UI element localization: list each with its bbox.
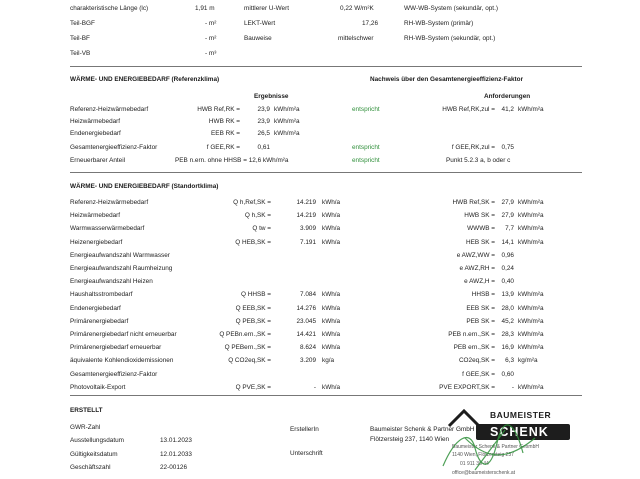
std-row-req-value: - — [511, 383, 514, 391]
ref-row-req-symbol: HWB Ref,RK,zul = — [442, 106, 495, 113]
std-row-label: Heizwärmebedarf — [70, 212, 121, 220]
unterschrift-label: Unterschrift — [290, 450, 323, 457]
std-row-req-value: 27,9 — [501, 199, 514, 206]
std-row-unit: kWh/a — [322, 344, 341, 352]
erstellerin-name: Baumeister Schenk & Partner GmbH — [370, 426, 475, 433]
divider — [70, 395, 582, 396]
ww-wb-sek-label: WW-WB-System (sekundär, opt.) — [404, 5, 498, 12]
divider — [70, 66, 582, 67]
ref-row-label: Referenz-Heizwärmebedarf — [70, 106, 149, 113]
gueltigkeitsdatum-value: 12.01.2033 — [160, 451, 192, 458]
lek-value: 17,26 — [362, 20, 378, 27]
char-length-value: 1,91 m — [195, 5, 215, 12]
erstellerin-label: ErstellerIn — [290, 426, 319, 433]
std-row-req-symbol: WWWB = — [467, 225, 495, 233]
std-row-req-unit: kWh/m²a — [518, 212, 544, 220]
stamp-line: 1140 Wien, Flötzersteig 237 — [452, 452, 514, 458]
std-row-req-unit: kWh/m²a — [518, 383, 544, 391]
ausstellungsdatum-value: 13.01.2023 — [160, 437, 192, 444]
std-row-unit: kWh/a — [322, 199, 341, 206]
std-row-req-symbol: HEB SK = — [466, 238, 495, 246]
ref-row-req-unit: kWh/m²a — [518, 106, 544, 113]
std-row-symbol: Q PEBn.ern.,SK = — [219, 331, 271, 338]
std-row-value: 3.909 — [300, 225, 316, 233]
std-row-value: 14.421 — [296, 331, 316, 338]
gwr-label: GWR-Zahl — [70, 424, 101, 431]
teil-bgf-value: - m² — [205, 20, 217, 27]
bauweise-value: mittelschwer — [338, 35, 374, 42]
std-row-req-value: 13,9 — [501, 291, 514, 299]
std-row-req-value: 14,1 — [501, 238, 514, 246]
erstellt-title: ERSTELLT — [70, 407, 103, 414]
ref-row-unit: kWh/m²a — [274, 106, 300, 113]
std-row-symbol: Q CO2eq,SK = — [228, 357, 271, 365]
std-row-label: Energieaufwandszahl Warmwasser — [70, 251, 170, 259]
logo-top-text: BAUMEISTER — [490, 410, 552, 420]
std-row-req-unit: kWh/m²a — [518, 225, 544, 233]
std-row-req-symbol: e AWZ,H = — [464, 278, 495, 286]
ref-row-req-symbol: f GEE,RK,zul = — [451, 144, 495, 151]
ref-row-symbol: f GEE,RK = — [206, 144, 240, 151]
ref-row-value: 0,61 — [257, 144, 270, 151]
std-row-req-value: 45,2 — [501, 317, 514, 325]
ausstellungsdatum-label: Ausstellungsdatum — [70, 437, 124, 444]
divider — [70, 172, 582, 173]
std-row-req-value: 28,3 — [501, 331, 514, 338]
std-row-req-symbol: e AWZ,RH = — [459, 265, 495, 272]
std-row-value: 14.276 — [296, 304, 316, 312]
std-row-req-unit: kWh/m²a — [518, 199, 544, 206]
std-row-unit: kWh/a — [322, 291, 341, 299]
std-row-req-value: 27,9 — [501, 212, 514, 220]
std-row-unit: kWh/a — [322, 383, 341, 391]
std-row-value: 23.045 — [296, 317, 316, 325]
anforderungen-header: Anforderungen — [484, 93, 531, 100]
std-row-unit: kg/a — [322, 357, 335, 365]
ref-row-label: Heizwärmebedarf — [70, 118, 121, 125]
std-row-req-symbol: PEB ern.,SK = — [453, 344, 495, 352]
rh-wb-sek-label: RH-WB-System (sekundär, opt.) — [404, 35, 496, 42]
erstellerin-address: Flötzersteig 237, 1140 Wien — [370, 436, 450, 443]
bauweise-label: Bauweise — [244, 35, 272, 42]
ref-row-label: Endenergiebedarf — [70, 130, 121, 137]
geschaeftszahl-value: 22-00126 — [160, 464, 188, 471]
std-row-symbol: Q PEBern.,SK = — [224, 344, 271, 352]
u-value-value: 0,22 W/m²K — [340, 5, 374, 12]
std-row-label: Endenergiebedarf — [70, 304, 121, 312]
std-row-req-unit: kWh/m²a — [518, 291, 544, 299]
std-row-label: Haushaltsstrombedarf — [70, 291, 133, 299]
teil-bf-label: Teil-BF — [70, 35, 90, 42]
std-row-label: Photovoltaik-Export — [70, 383, 126, 391]
std-row-label: Referenz-Heizwärmebedarf — [70, 199, 149, 206]
ergebnisse-header: Ergebnisse — [254, 93, 289, 100]
std-row-req-unit: kWh/m²a — [518, 317, 544, 325]
std-row-value: 7.084 — [300, 291, 316, 299]
lek-label: LEKT-Wert — [244, 20, 276, 27]
std-row-label: Energieaufwandszahl Heizen — [70, 278, 153, 286]
std-row-req-unit: kWh/m²a — [518, 238, 544, 246]
std-row-symbol: Q tw = — [252, 225, 271, 233]
std-row-req-value: 0,40 — [501, 278, 514, 286]
std-row-value: 14.219 — [296, 212, 316, 220]
ref-row-value: 23,9 — [257, 106, 270, 113]
std-row-req-unit: kWh/m²a — [518, 344, 544, 352]
stamp-line: office@baumeisterschenk.at — [452, 470, 516, 476]
std-row-req-unit: kWh/m²a — [518, 331, 544, 338]
char-length-label: charakteristische Länge (lc) — [70, 5, 149, 12]
std-row-value: 7.191 — [300, 238, 316, 246]
std-row-req-symbol: CO2eq,SK = — [458, 357, 495, 365]
std-row-req-symbol: PEB n.ern.,SK = — [448, 331, 495, 338]
std-row-label: äquivalente Kohlendioxidemissionen — [70, 357, 174, 365]
std-row-unit: kWh/a — [322, 331, 341, 338]
std-row-req-value: 0,96 — [501, 251, 514, 259]
std-row-value: 3.209 — [300, 357, 316, 365]
teil-bgf-label: Teil-BGF — [70, 20, 95, 27]
std-row-label: Heizenergiebedarf — [70, 238, 123, 246]
ref-row-label: Gesamtenergieeffizienz-Faktor — [70, 144, 158, 151]
gueltigkeitsdatum-label: Gültigkeitsdatum — [70, 451, 118, 458]
std-row-unit: kWh/a — [322, 238, 341, 246]
ref-row-status: entspricht — [352, 144, 380, 151]
std-row-req-value: 6,3 — [505, 357, 514, 365]
std-row-req-value: 16,9 — [501, 344, 514, 352]
ref-row-value: 26,5 — [257, 130, 270, 137]
ref-row-status: entspricht — [352, 106, 380, 113]
std-row-unit: kWh/a — [322, 317, 341, 325]
teil-bf-value: - m² — [205, 35, 217, 42]
std-row-label: Warmwasserwärmebedarf — [70, 225, 145, 233]
std-title: WÄRME- UND ENERGIEBEDARF (Standortklima) — [70, 183, 219, 190]
ref-row-req-value: Punkt 5.2.3 a, b oder c — [446, 157, 511, 164]
ref-title: WÄRME- UND ENERGIEBEDARF (Referenzklima) — [70, 76, 220, 83]
std-row-symbol: Q h,Ref,SK = — [233, 199, 271, 206]
std-row-symbol: Q HHSB = — [240, 291, 271, 299]
ref-row-req-value: 0,75 — [501, 144, 514, 151]
std-row-req-unit: kg/m²a — [518, 357, 538, 365]
std-row-symbol: Q PVE,SK = — [235, 383, 271, 391]
logo-main-text: SCHENK — [490, 425, 549, 439]
std-row-req-symbol: HWB Ref,SK = — [452, 199, 495, 206]
std-row-label: Primärenergiebedarf nicht erneuerbar — [70, 331, 177, 338]
std-row-symbol: Q EEB,SK = — [235, 304, 271, 312]
ref-row-symbol: PEB n.ern. ohne HHSB = 12,6 kWh/m²a — [175, 157, 289, 164]
std-row-req-value: 28,0 — [501, 304, 514, 312]
std-row-symbol: Q PEB,SK = — [235, 317, 271, 325]
std-row-symbol: Q HEB,SK = — [235, 238, 271, 246]
std-row-unit: kWh/a — [322, 225, 341, 233]
ref-row-symbol: HWB Ref,RK = — [197, 106, 240, 113]
std-row-label: Gesamtenergieeffizienz-Faktor — [70, 370, 158, 378]
std-row-label: Primärenergiebedarf erneuerbar — [70, 344, 162, 352]
ref-right-title: Nachweis über den Gesamtenergieeffizienz-Faktor — [370, 76, 524, 83]
std-row-req-symbol: EEB SK = — [466, 304, 495, 312]
std-row-value: - — [313, 383, 316, 391]
std-row-req-value: 0,60 — [501, 370, 514, 378]
std-row-unit: kWh/a — [322, 304, 341, 312]
std-row-unit: kWh/a — [322, 212, 341, 220]
ref-row-status: entspricht — [352, 157, 380, 164]
rh-wb-prim-label: RH-WB-System (primär) — [404, 20, 474, 27]
ref-row-unit: kWh/m²a — [274, 130, 300, 137]
ref-row-unit: kWh/m²a — [274, 118, 300, 125]
std-row-req-symbol: HHSB = — [471, 291, 495, 299]
std-row-req-value: 0,24 — [501, 265, 514, 272]
std-row-value: 8.624 — [300, 344, 316, 352]
std-row-label: Energieaufwandszahl Raumheizung — [70, 265, 173, 272]
std-row-req-symbol: PEB SK = — [466, 317, 495, 325]
signature-icon — [435, 418, 555, 476]
std-row-label: Primärenergiebedarf — [70, 317, 129, 325]
ref-row-value: 23,9 — [257, 118, 270, 125]
stamp-line: Baumeister Schenk & Partner GesmbH — [452, 444, 539, 450]
ref-row-label: Erneuerbarer Anteil — [70, 157, 126, 164]
std-row-req-symbol: f GEE,SK = — [462, 370, 495, 378]
std-row-symbol: Q h,SK = — [244, 212, 271, 220]
ref-row-symbol: HWB RK = — [208, 118, 240, 125]
std-row-req-symbol: e AWZ,WW = — [456, 251, 495, 259]
ref-row-symbol: EEB RK = — [211, 130, 240, 137]
stamp-line: 01 911 36 44 — [460, 461, 489, 467]
std-row-value: 14.219 — [296, 199, 316, 206]
teil-vb-label: Teil-VB — [70, 50, 91, 57]
ref-row-req-value: 41,2 — [501, 106, 514, 113]
teil-vb-value: - m³ — [205, 50, 217, 57]
u-value-label: mittlerer U-Wert — [244, 5, 289, 12]
std-row-req-symbol: HWB SK = — [464, 212, 495, 220]
std-row-req-unit: kWh/m²a — [518, 304, 544, 312]
geschaeftszahl-label: Geschäftszahl — [70, 464, 111, 471]
std-row-req-symbol: PVE EXPORT,SK = — [439, 383, 495, 391]
std-row-req-value: 7,7 — [505, 225, 514, 233]
